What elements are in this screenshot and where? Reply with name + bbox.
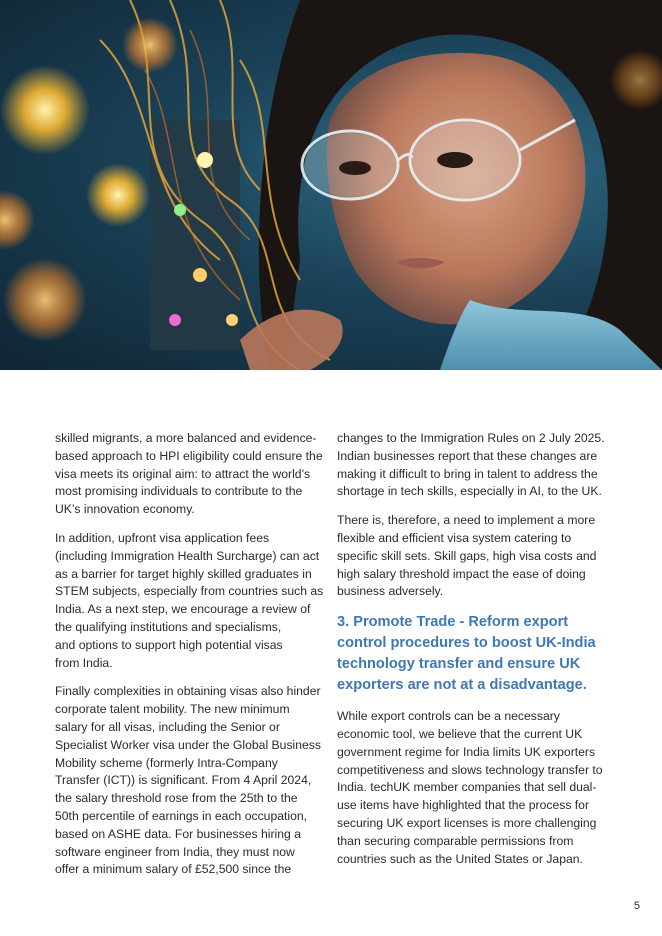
- paragraph: changes to the Immigration Rules on 2 July 2025. Indian businesses report that these changes are making it difficult to bring in talent to address the shortage in tech skills, especially in AI, to the UK.: [337, 431, 605, 499]
- right-column: [337, 430, 609, 879]
- section-heading: 3. Promote Trade - Reform export control procedures to boost UK-India technology transfer and ensure UK exporters are not at a disadvantage.: [337, 614, 596, 694]
- page-number: 5: [633, 900, 640, 912]
- hero-photo: [0, 0, 662, 370]
- paragraph: In addition, upfront visa application fees (including Immigration Health Surcharge) can act as a barrier for target highly skilled graduates in STEM subjects, especially from countries such as India. As a next step, we encourage a review of the qualifying institutions and specialisms, and options to support high potential visas from India.: [55, 530, 324, 670]
- paragraph: There is, therefore, a need to implement a more flexible and efficient visa system catering to specific skill sets. Skill gaps, high visa costs and high salary threshold impact the ease of doing business adversely.: [337, 513, 597, 599]
- paragraph: Finally complexities in obtaining visas also hinder corporate talent mobility. The new minimum salary for all visas, including the Senior or Specialist Worker visa under the Global Business Mobility scheme (formerly Intra-Company Transfer (ICT)) is significant. From 4 April 2024, the salary threshold rose from the 25th to the 50th percentile of earnings in each occupation, based on ASHE data. For businesses hiring a software engineer from India, they must now offer a minimum salary of £52,500 since the: [55, 684, 321, 877]
- left-column: [55, 430, 327, 890]
- paragraph: While export controls can be a necessary economic tool, we believe that the current UK government regime for India limits UK exporters competitiveness and slows technology transfer to India. techUK member companies that sell dual- use items have highlighted that the process for securing UK export licenses is more challenging than securing comparable permissions from countries such as the United States or Japan.: [337, 709, 603, 866]
- paragraph: skilled migrants, a more balanced and evidence- based approach to HPI eligibility could ensure the visa meets its original aim: to attract the world’s most promising individuals to contribute to the UK’s innovation economy.: [55, 431, 323, 517]
- hero-illustration: [0, 0, 662, 370]
